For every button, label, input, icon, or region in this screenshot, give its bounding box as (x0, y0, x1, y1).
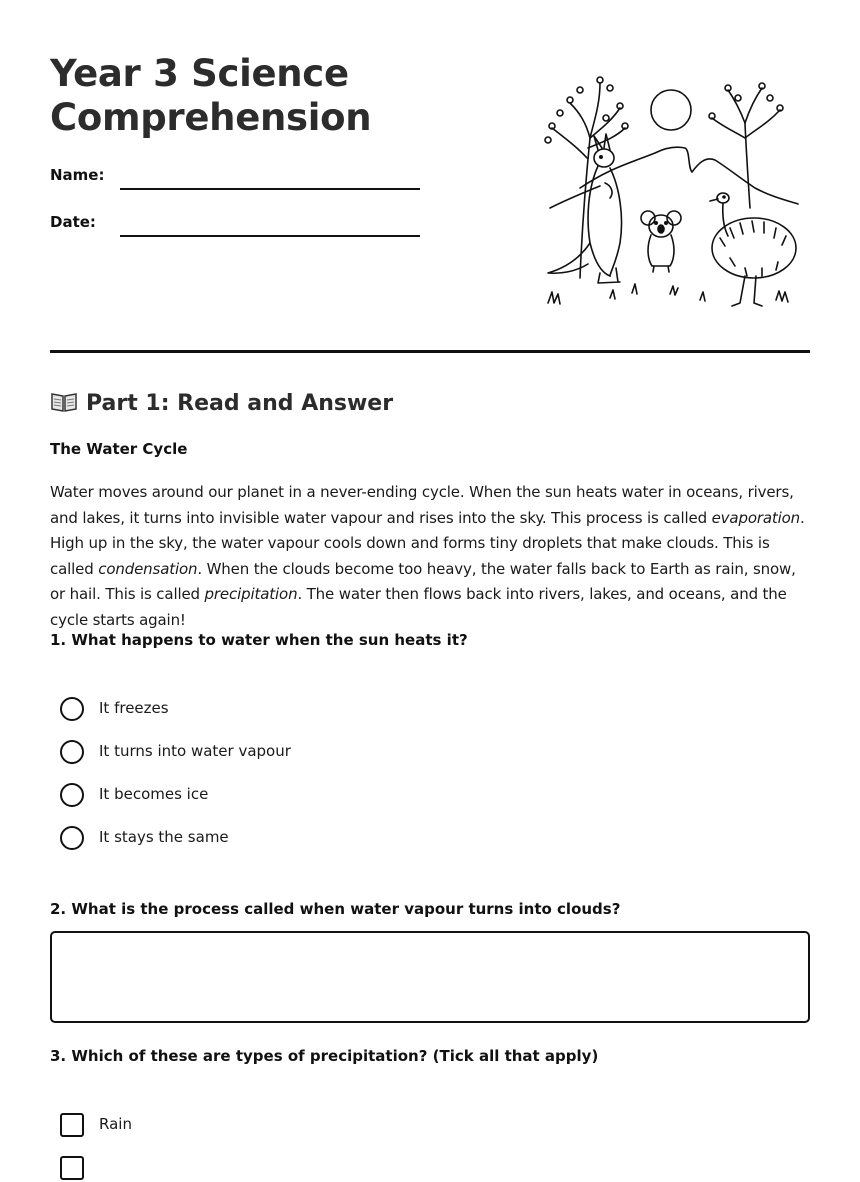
q1-option-2[interactable] (60, 740, 460, 766)
q2-answer-box[interactable] (50, 931, 810, 1023)
part1-heading (50, 389, 393, 419)
page-title: Year 3 Science Comprehension (50, 52, 372, 139)
q1-option-4[interactable] (60, 826, 460, 852)
date-label: Date: (50, 213, 96, 231)
part1-heading-text: Part 1: Read and Answer (86, 391, 394, 416)
q3-option-2-partial[interactable] (60, 1156, 460, 1182)
radio-button[interactable] (60, 783, 84, 807)
australian-animals-illustration (540, 68, 802, 314)
radio-button[interactable] (60, 826, 84, 850)
checkbox[interactable] (60, 1113, 84, 1137)
option-label: It becomes ice (99, 785, 209, 803)
q3-option-1[interactable] (60, 1113, 460, 1139)
term-precipitation: precipitation (204, 585, 298, 603)
term-evaporation: evaporation (711, 508, 801, 527)
passage-title: The Water Cycle (50, 440, 188, 458)
checkbox[interactable] (60, 1156, 84, 1180)
header-divider (50, 350, 810, 353)
option-label: It stays the same (99, 828, 229, 846)
q1-option-3[interactable] (60, 783, 460, 809)
open-book-icon (50, 391, 78, 413)
name-field (50, 166, 420, 196)
option-label: It freezes (99, 699, 169, 717)
option-label: It turns into water vapour (99, 742, 291, 760)
question-3: 3. Which of these are types of precipitation? (Tick all that apply) (50, 1047, 599, 1065)
passage-text: . High up in the sky, the water vapour cools down and forms tiny droplets that make clouds. This is called (50, 508, 805, 578)
term-condensation: condensation (98, 559, 198, 578)
date-field (50, 213, 420, 243)
option-label: Rain (99, 1115, 132, 1133)
name-label: Name: (50, 166, 105, 184)
q1-option-1[interactable] (60, 697, 460, 723)
reading-passage (50, 480, 812, 633)
question-2: 2. What is the process called when water vapour turns into clouds? (50, 900, 621, 918)
question-1: 1. What happens to water when the sun heats it? (50, 631, 468, 649)
radio-button[interactable] (60, 740, 84, 764)
passage-text: . When the clouds become too heavy, the water falls back to Earth as rain, snow, or hail. This is called (50, 559, 796, 603)
name-write-line[interactable] (120, 188, 420, 190)
radio-button[interactable] (60, 697, 84, 721)
date-write-line[interactable] (120, 235, 420, 237)
passage-text: Water moves around our planet in a never-ending cycle. When the sun heats water in oceans, rivers, and lakes, it turns into invisible water vapour and rises into the sky. This process is called (50, 483, 794, 527)
passage-text: . The water then flows back into rivers, lakes, and oceans, and the cycle starts again! (50, 585, 787, 629)
